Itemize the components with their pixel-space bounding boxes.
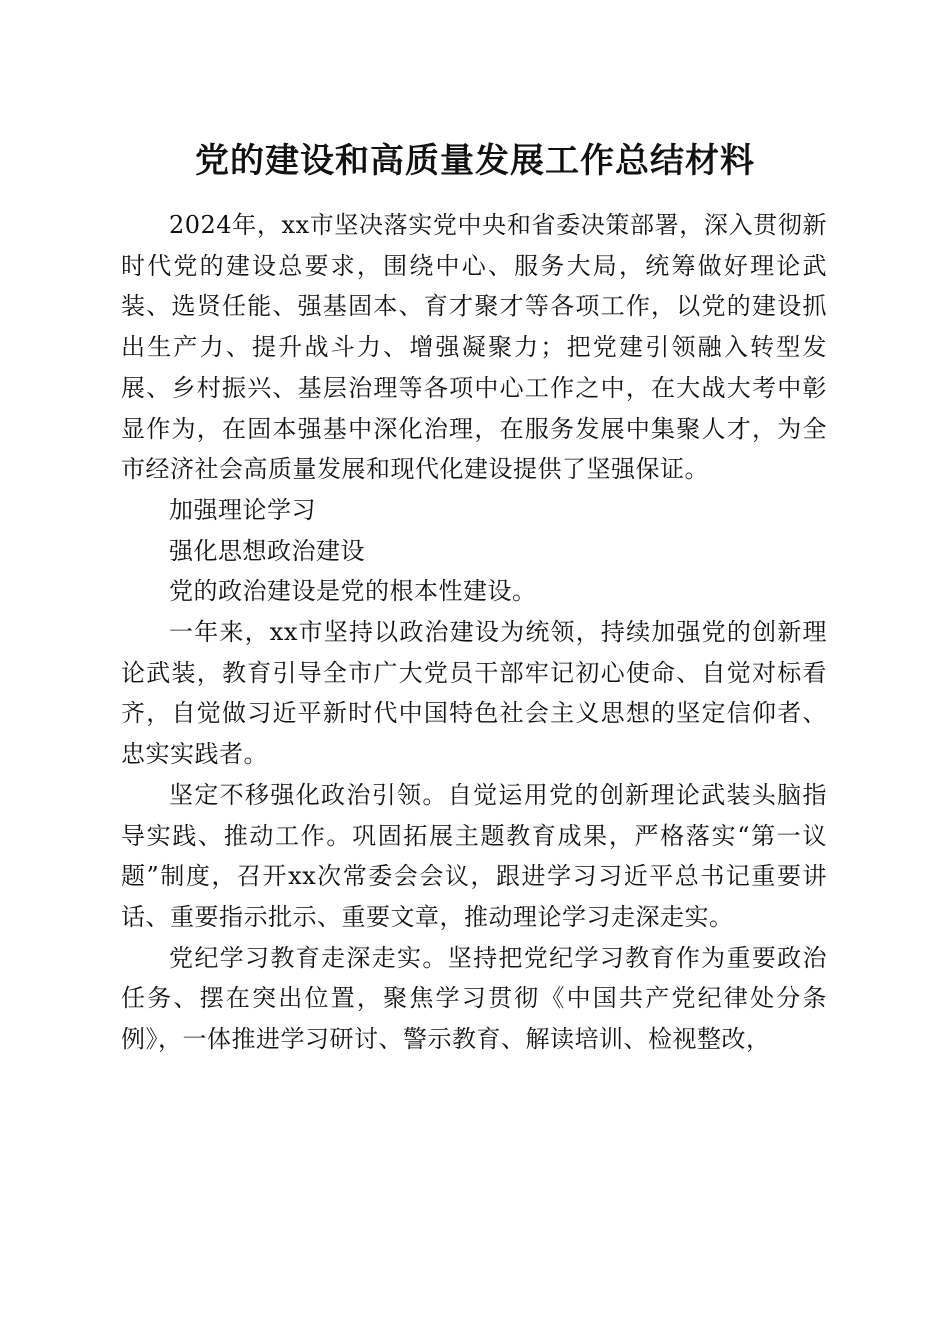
- body-paragraph: 坚定不移强化政治引领。自觉运用党的创新理论武装头脑指导实践、推动工作。巩固拓展主题教育成果，严格落实“第一议题”制度，召开xx次常委会会议，跟进学习习近平总书记重要讲话、重要指示批示、重要文章，推动理论学习走深走实。: [121, 780, 827, 931]
- lead-sentence: 党的政治建设是党的根本性建设。: [169, 577, 537, 606]
- document-body: [121, 205, 827, 1060]
- intro-paragraph: 2024年，xx市坚决落实党中央和省委决策部署，深入贯彻新时代党的建设总要求，围绕中心、服务大局，统筹做好理论武装、选贤任能、强基固本、育才聚才等各项工作，以党的建设抓出生产力、提升战斗力、增强凝聚力；把党建引领融入转型发展、乡村振兴、基层治理等各项中心工作之中，在大战大考中彰显作为，在固本强基中深化治理，在服务发展中集聚人才，为全市经济社会高质量发展和现代化建设提供了坚强保证。: [121, 211, 827, 484]
- body-paragraph: 党纪学习教育走深走实。坚持把党纪学习教育作为重要政治任务、摆在突出位置，聚焦学习贯彻《中国共产党纪律处分条例》，一体推进学习研讨、警示教育、解读培训、检视整改，: [121, 943, 827, 1054]
- subsection-heading: 强化思想政治建设: [169, 536, 365, 565]
- document-title: 党的建设和高质量发展工作总结材料: [195, 141, 755, 181]
- section-heading: 加强理论学习: [169, 495, 316, 524]
- body-paragraph: 一年来，xx市坚持以政治建设为统领，持续加强党的创新理论武装，教育引导全市广大党员干部牢记初心使命、自觉对标看齐，自觉做习近平新时代中国特色社会主义思想的坚定信仰者、忠实实践者。: [121, 618, 827, 769]
